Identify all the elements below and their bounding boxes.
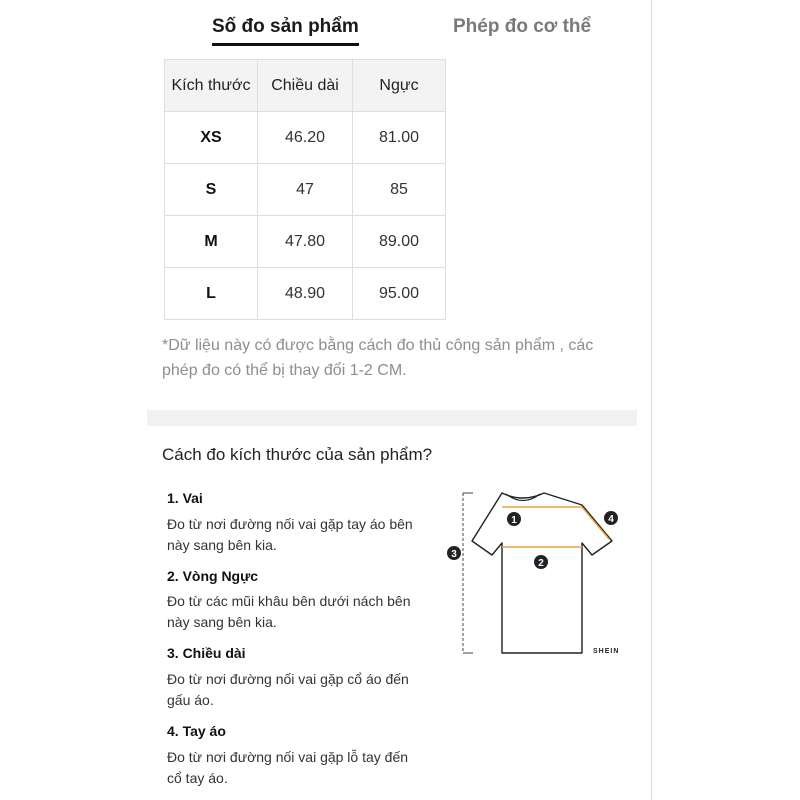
instruction-desc-shoulder: Đo từ nơi đường nối vai gặp tay áo bên này sang bên kia. — [167, 516, 413, 553]
table-row — [165, 268, 446, 320]
instruction-desc-sleeve: Đo từ nơi đường nối vai gặp lỗ tay đến cổ tay áo. — [167, 749, 409, 786]
divider-line — [651, 0, 652, 800]
table-row — [165, 164, 446, 216]
instruction-desc-chest: Đo từ các mũi khâu bên dưới nách bên này sang bên kia. — [167, 593, 411, 630]
instruction-title-length: 3. Chiều dài — [167, 645, 246, 661]
length-cell: 48.90 — [258, 268, 353, 320]
chest-cell: 95.00 — [353, 268, 446, 320]
chest-cell: 85 — [353, 164, 446, 216]
brand-label: SHEIN — [593, 648, 620, 655]
chest-cell: 89.00 — [353, 216, 446, 268]
column-header-size: Kích thước — [165, 60, 258, 112]
length-cell: 47.80 — [258, 216, 353, 268]
tab-product-measurements[interactable]: Số đo sản phẩm — [212, 16, 359, 37]
column-header-length: Chiều dài — [258, 60, 353, 112]
tshirt-measure-diagram-icon — [443, 485, 628, 660]
measurement-note: *Dữ liệu này có được bằng cách đo thủ công sản phẩm , các phép đo có thể bị thay đổi 1-2 CM. — [162, 337, 594, 379]
length-cell: 47 — [258, 164, 353, 216]
size-cell: XS — [165, 112, 258, 164]
chest-cell: 81.00 — [353, 112, 446, 164]
instruction-title-sleeve: 4. Tay áo — [167, 723, 226, 739]
table-header-row — [165, 60, 446, 112]
marker-2: 2 — [538, 558, 544, 569]
size-chart-table — [164, 59, 446, 320]
instruction-desc-length: Đo từ nơi đường nối vai gặp cổ áo đến gấu áo. — [167, 671, 409, 708]
column-header-chest: Ngực — [353, 60, 446, 112]
marker-3: 3 — [451, 549, 457, 560]
size-cell: L — [165, 268, 258, 320]
instruction-title-shoulder: 1. Vai — [167, 490, 203, 506]
size-cell: M — [165, 216, 258, 268]
table-row — [165, 112, 446, 164]
length-cell: 46.20 — [258, 112, 353, 164]
marker-1: 1 — [511, 515, 517, 526]
size-cell: S — [165, 164, 258, 216]
table-row — [165, 216, 446, 268]
section-separator — [147, 410, 637, 426]
marker-4: 4 — [608, 514, 614, 525]
tab-body-measurements[interactable]: Phép đo cơ thể — [453, 16, 592, 37]
howto-title: Cách đo kích thước của sản phẩm? — [162, 445, 433, 464]
instruction-title-chest: 2. Vòng Ngực — [167, 568, 259, 584]
